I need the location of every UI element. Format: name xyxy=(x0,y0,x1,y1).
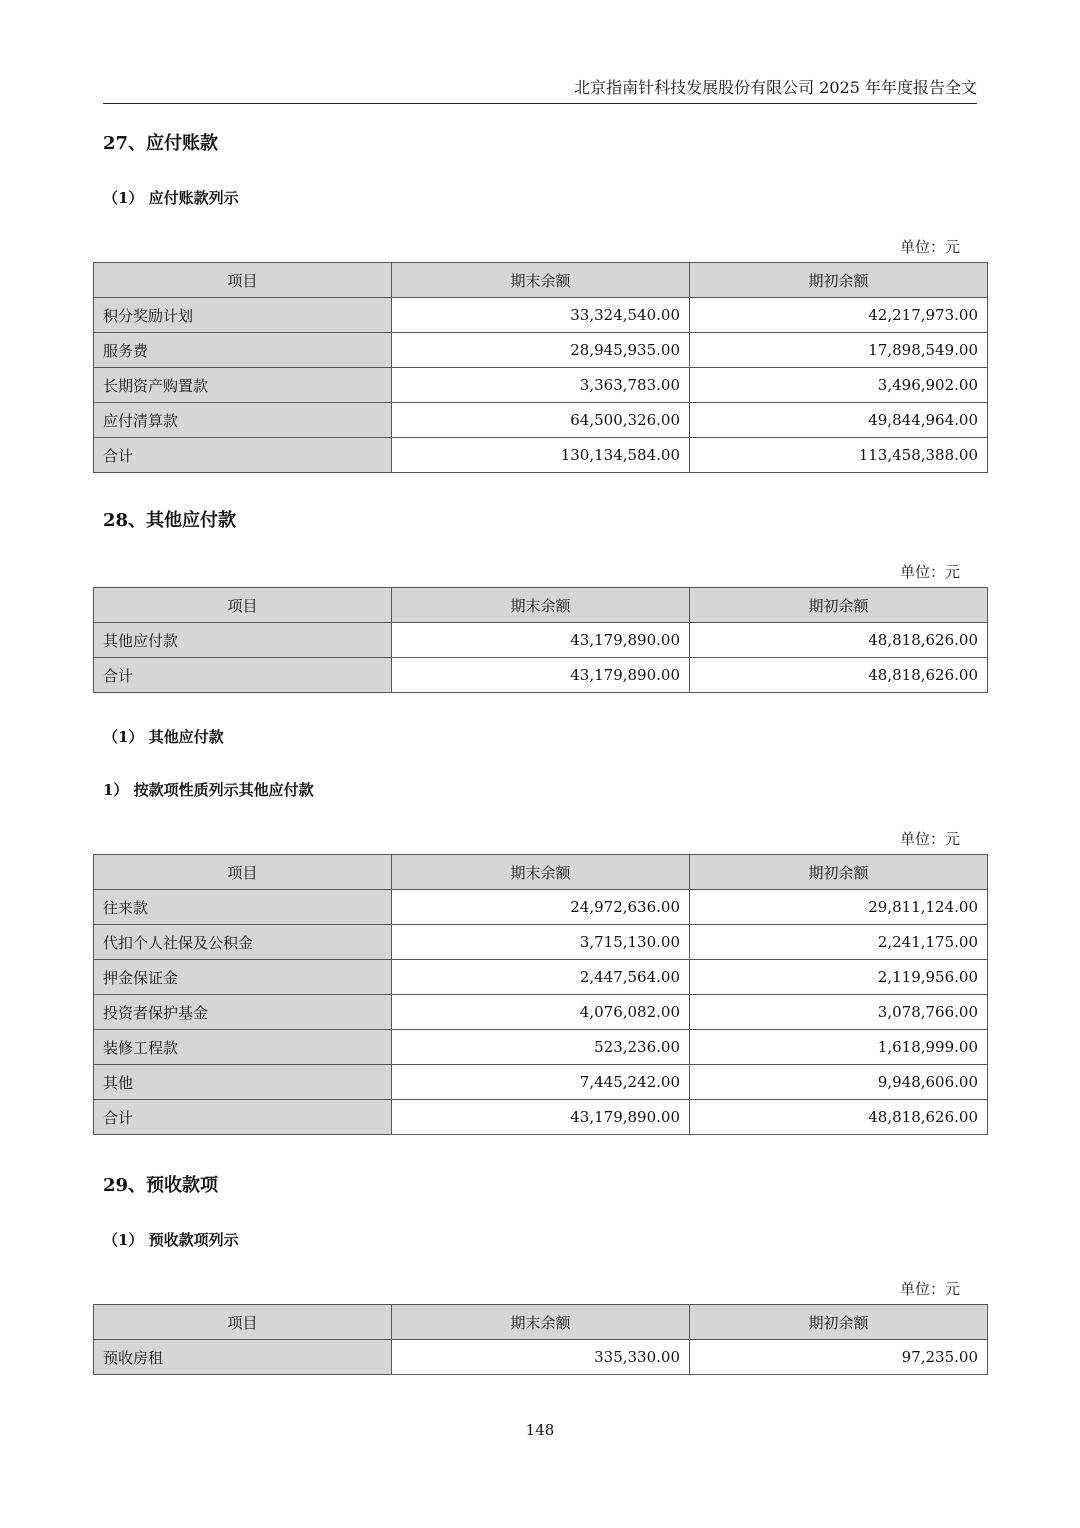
begin-balance-cell: 42,217,973.00 xyxy=(690,298,988,333)
table-row xyxy=(94,333,988,368)
other-payables-by-nature-table xyxy=(93,854,988,1135)
row-label: 其他 xyxy=(94,1065,392,1100)
column-header-begin-balance: 期初余额 xyxy=(690,855,988,890)
column-header-end-balance: 期末余额 xyxy=(392,1305,690,1340)
begin-balance-cell: 2,119,956.00 xyxy=(690,960,988,995)
table-header-row xyxy=(94,588,988,623)
row-label: 代扣个人社保及公积金 xyxy=(94,925,392,960)
unit-label: 单位：元 xyxy=(899,1280,960,1298)
end-balance-cell: 3,363,783.00 xyxy=(392,368,690,403)
column-header-item: 项目 xyxy=(94,588,392,623)
begin-balance-cell: 48,818,626.00 xyxy=(690,658,988,693)
column-header-begin-balance: 期初余额 xyxy=(690,1305,988,1340)
end-balance-cell: 3,715,130.00 xyxy=(392,925,690,960)
total-row xyxy=(94,658,988,693)
begin-balance-cell: 17,898,549.00 xyxy=(690,333,988,368)
total-row xyxy=(94,438,988,473)
section-27-title: 27、应付账款 xyxy=(103,133,219,154)
row-label: 应付清算款 xyxy=(94,403,392,438)
table-row xyxy=(94,368,988,403)
row-label: 合计 xyxy=(94,658,392,693)
begin-balance-cell: 3,496,902.00 xyxy=(690,368,988,403)
row-label: 服务费 xyxy=(94,333,392,368)
end-balance-cell: 523,236.00 xyxy=(392,1030,690,1065)
begin-balance-cell: 3,078,766.00 xyxy=(690,995,988,1030)
table-row xyxy=(94,925,988,960)
table-header-row xyxy=(94,855,988,890)
column-header-begin-balance: 期初余额 xyxy=(690,588,988,623)
row-label: 积分奖励计划 xyxy=(94,298,392,333)
row-label: 预收房租 xyxy=(94,1340,392,1375)
row-label: 合计 xyxy=(94,1100,392,1135)
table-header-row xyxy=(94,1305,988,1340)
other-payables-table xyxy=(93,587,988,693)
begin-balance-cell: 97,235.00 xyxy=(690,1340,988,1375)
section-28-subtitle: （1） 其他应付款 xyxy=(103,728,224,746)
column-header-end-balance: 期末余额 xyxy=(392,263,690,298)
unit-label: 单位：元 xyxy=(899,238,960,256)
section-27-subtitle: （1） 应付账款列示 xyxy=(103,189,239,207)
table-row xyxy=(94,623,988,658)
end-balance-cell: 130,134,584.00 xyxy=(392,438,690,473)
column-header-item: 项目 xyxy=(94,855,392,890)
end-balance-cell: 335,330.00 xyxy=(392,1340,690,1375)
end-balance-cell: 24,972,636.00 xyxy=(392,890,690,925)
table-header-row xyxy=(94,263,988,298)
begin-balance-cell: 1,618,999.00 xyxy=(690,1030,988,1065)
end-balance-cell: 28,945,935.00 xyxy=(392,333,690,368)
total-row xyxy=(94,1100,988,1135)
begin-balance-cell: 48,818,626.00 xyxy=(690,623,988,658)
unit-label: 单位：元 xyxy=(899,830,960,848)
page-header-title: 北京指南针科技发展股份有限公司 2025 年年度报告全文 xyxy=(574,78,977,97)
row-label: 往来款 xyxy=(94,890,392,925)
table-row xyxy=(94,995,988,1030)
begin-balance-cell: 48,818,626.00 xyxy=(690,1100,988,1135)
end-balance-cell: 7,445,242.00 xyxy=(392,1065,690,1100)
end-balance-cell: 64,500,326.00 xyxy=(392,403,690,438)
section-28-title: 28、其他应付款 xyxy=(103,510,237,531)
end-balance-cell: 43,179,890.00 xyxy=(392,658,690,693)
section-29-subtitle: （1） 预收款项列示 xyxy=(103,1231,239,1249)
page-number: 148 xyxy=(525,1421,555,1439)
column-header-begin-balance: 期初余额 xyxy=(690,263,988,298)
section-28-sub-subtitle: 1） 按款项性质列示其他应付款 xyxy=(103,781,314,799)
advance-receipts-table xyxy=(93,1304,988,1375)
header-rule xyxy=(103,103,977,104)
end-balance-cell: 43,179,890.00 xyxy=(392,623,690,658)
table-row xyxy=(94,403,988,438)
row-label: 投资者保护基金 xyxy=(94,995,392,1030)
column-header-end-balance: 期末余额 xyxy=(392,855,690,890)
table-row xyxy=(94,1030,988,1065)
begin-balance-cell: 9,948,606.00 xyxy=(690,1065,988,1100)
payables-table xyxy=(93,262,988,473)
end-balance-cell: 33,324,540.00 xyxy=(392,298,690,333)
unit-label: 单位：元 xyxy=(899,563,960,581)
column-header-end-balance: 期末余额 xyxy=(392,588,690,623)
row-label: 装修工程款 xyxy=(94,1030,392,1065)
begin-balance-cell: 49,844,964.00 xyxy=(690,403,988,438)
table-row xyxy=(94,1065,988,1100)
row-label: 押金保证金 xyxy=(94,960,392,995)
end-balance-cell: 4,076,082.00 xyxy=(392,995,690,1030)
row-label: 合计 xyxy=(94,438,392,473)
row-label: 其他应付款 xyxy=(94,623,392,658)
begin-balance-cell: 29,811,124.00 xyxy=(690,890,988,925)
column-header-item: 项目 xyxy=(94,263,392,298)
table-row xyxy=(94,1340,988,1375)
end-balance-cell: 2,447,564.00 xyxy=(392,960,690,995)
begin-balance-cell: 2,241,175.00 xyxy=(690,925,988,960)
table-row xyxy=(94,298,988,333)
table-row xyxy=(94,960,988,995)
table-row xyxy=(94,890,988,925)
row-label: 长期资产购置款 xyxy=(94,368,392,403)
begin-balance-cell: 113,458,388.00 xyxy=(690,438,988,473)
section-29-title: 29、预收款项 xyxy=(103,1175,219,1196)
end-balance-cell: 43,179,890.00 xyxy=(392,1100,690,1135)
column-header-item: 项目 xyxy=(94,1305,392,1340)
